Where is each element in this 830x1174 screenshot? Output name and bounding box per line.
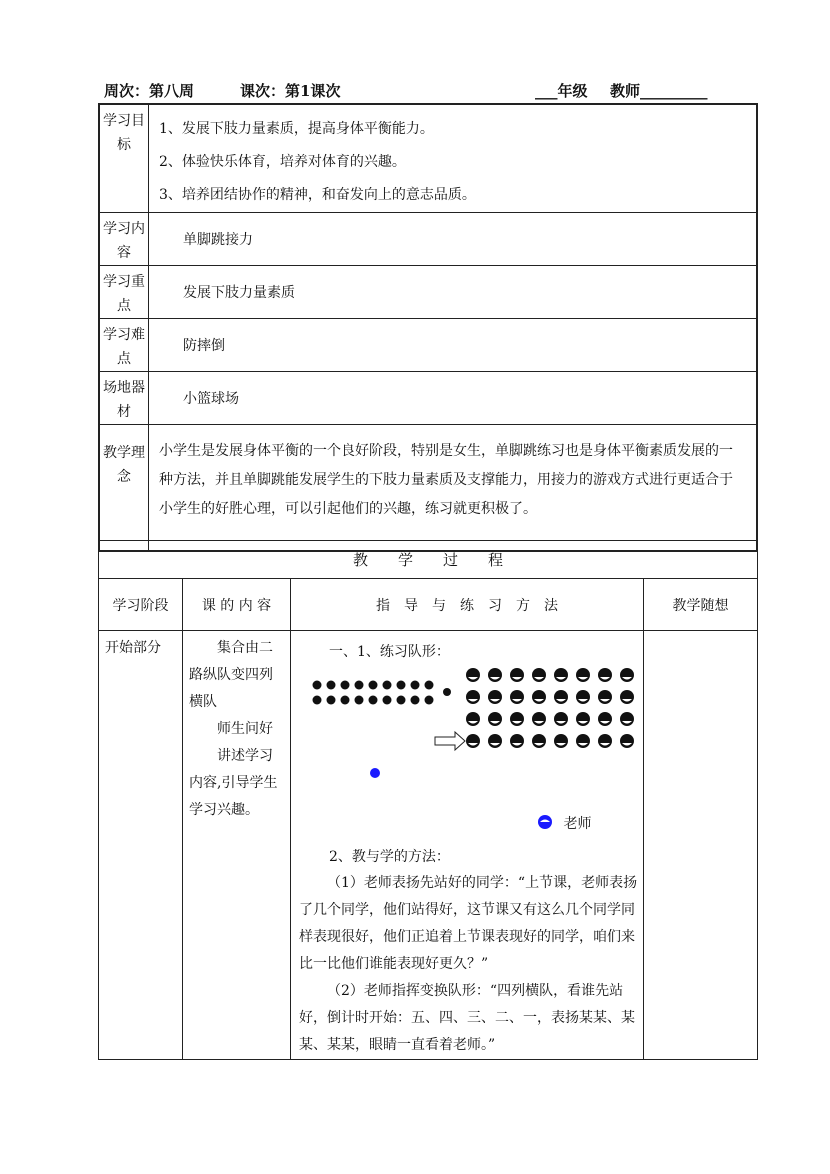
student-dot (341, 696, 350, 705)
row-label: 学习重点 (99, 266, 149, 319)
student-dot (355, 681, 364, 690)
content-item: 师生问好 (217, 721, 273, 737)
method-cell (291, 631, 644, 1060)
step1-text: 一、1、练习队形： (329, 644, 450, 660)
teacher-icon (370, 768, 380, 778)
student-dot (383, 681, 392, 690)
student-dot (369, 681, 378, 690)
student-icon (620, 668, 634, 682)
student-icon (532, 712, 546, 726)
student-icon (554, 734, 568, 748)
process-title: 教 学 过 程 (99, 541, 758, 579)
objective-item: 1、发展下肢力量素质，提高身体平衡能力。 (159, 121, 434, 137)
student-dot (313, 681, 322, 690)
student-dot (313, 696, 322, 705)
student-icon (598, 690, 612, 704)
student-dot (327, 681, 336, 690)
legend-label: 老师 (563, 816, 592, 832)
method-paragraph: （1）老师表扬先站好的同学：“上节课，老师表扬了几个同学，他们站得好，这节课又有这么几个同学同样表现很好，他们正追着上节课表现好的同学，咱们来比一比他们谁能表现好更久？” (299, 875, 638, 972)
student-dot (383, 696, 392, 705)
student-icon (510, 712, 524, 726)
objective-item: 2、体验快乐体育，培养对体育的兴趣。 (159, 154, 406, 170)
student-dot (355, 696, 364, 705)
student-icon (466, 734, 480, 748)
student-icon (620, 712, 634, 726)
student-dot (341, 681, 350, 690)
week-label: 周次：第八周 (104, 82, 195, 100)
row-label: 场地器材 (99, 372, 149, 425)
legend (537, 811, 591, 837)
student-icon (554, 690, 568, 704)
student-dot (411, 681, 420, 690)
stage-cell: 开始部分 (99, 631, 183, 1060)
objectives-cell (149, 104, 758, 213)
student-icon (598, 668, 612, 682)
step2-text: 2、教与学的方法： (329, 849, 450, 865)
arrow-icon (435, 732, 465, 750)
student-icon (466, 690, 480, 704)
student-icon (554, 712, 568, 726)
student-icon (510, 734, 524, 748)
equipment-cell: 小篮球场 (149, 372, 758, 425)
student-icon (576, 668, 590, 682)
student-icon (488, 690, 502, 704)
student-dot (369, 696, 378, 705)
teacher-icon (537, 814, 553, 830)
col-reflection: 教学随想 (644, 579, 758, 631)
grade-label: ___年级 (535, 82, 588, 100)
philosophy-cell: 小学生是发展身体平衡的一个良好阶段，特别是女生，单脚跳练习也是身体平衡素质发展的一种方法，并且单脚跳能发展学生的下肢力量素质及支撑能力，用接力的游戏方式进行更适合于小学生的好胜心理，可以引起他们的兴趣，练习就更积极了。 (149, 425, 758, 551)
row-label: 学习内容 (99, 213, 149, 266)
student-icon (620, 734, 634, 748)
student-icon (488, 668, 502, 682)
student-dot (397, 681, 406, 690)
student-icon (576, 734, 590, 748)
lesson-content-cell (183, 631, 291, 1060)
difficulty-cell: 防摔倒 (149, 319, 758, 372)
student-dot (397, 696, 406, 705)
content-item: 集合由二路纵队变四列横队 (189, 640, 273, 710)
method-paragraph: （2）老师指挥变换队形：“四列横队，看谁先站好，倒计时开始：五、四、三、二、一，表扬某某、某某、某某，眼睛一直看着老师。” (299, 983, 635, 1053)
student-icon (532, 734, 546, 748)
student-icon (510, 690, 524, 704)
content-cell: 单脚跳接力 (149, 213, 758, 266)
reflection-cell (644, 631, 758, 1060)
focus-cell: 发展下肢力量素质 (149, 266, 758, 319)
objective-item: 3、培养团结协作的精神，和奋发向上的意志品质。 (159, 187, 476, 203)
lesson-info-table (98, 103, 758, 552)
row-label: 学习目标 (99, 104, 149, 213)
student-icon (576, 712, 590, 726)
student-icon (620, 690, 634, 704)
col-stage: 学习阶段 (99, 579, 183, 631)
col-content: 课 的 内 容 (183, 579, 291, 631)
student-dot (425, 696, 434, 705)
student-icon (598, 712, 612, 726)
student-icon (576, 690, 590, 704)
formation-diagram (299, 665, 639, 835)
student-dot (443, 688, 451, 696)
content-item: 讲述学习内容,引导学生学习兴趣。 (189, 748, 278, 818)
student-dot (411, 696, 420, 705)
student-dot (425, 681, 434, 690)
student-icon (532, 668, 546, 682)
col-method: 指 导 与 练 习 方 法 (291, 579, 644, 631)
row-label: 学习难点 (99, 319, 149, 372)
student-icon (488, 712, 502, 726)
process-table (98, 540, 758, 1060)
student-icon (510, 668, 524, 682)
student-icon (554, 668, 568, 682)
student-icon (466, 712, 480, 726)
row-label: 教学理念 (99, 425, 149, 551)
student-icon (532, 690, 546, 704)
student-icon (488, 734, 502, 748)
lesson-label: 课次：第1课次 (240, 82, 341, 100)
student-icon (466, 668, 480, 682)
teacher-label: 教师_________ (610, 82, 708, 100)
student-icon (598, 734, 612, 748)
student-dot (327, 696, 336, 705)
